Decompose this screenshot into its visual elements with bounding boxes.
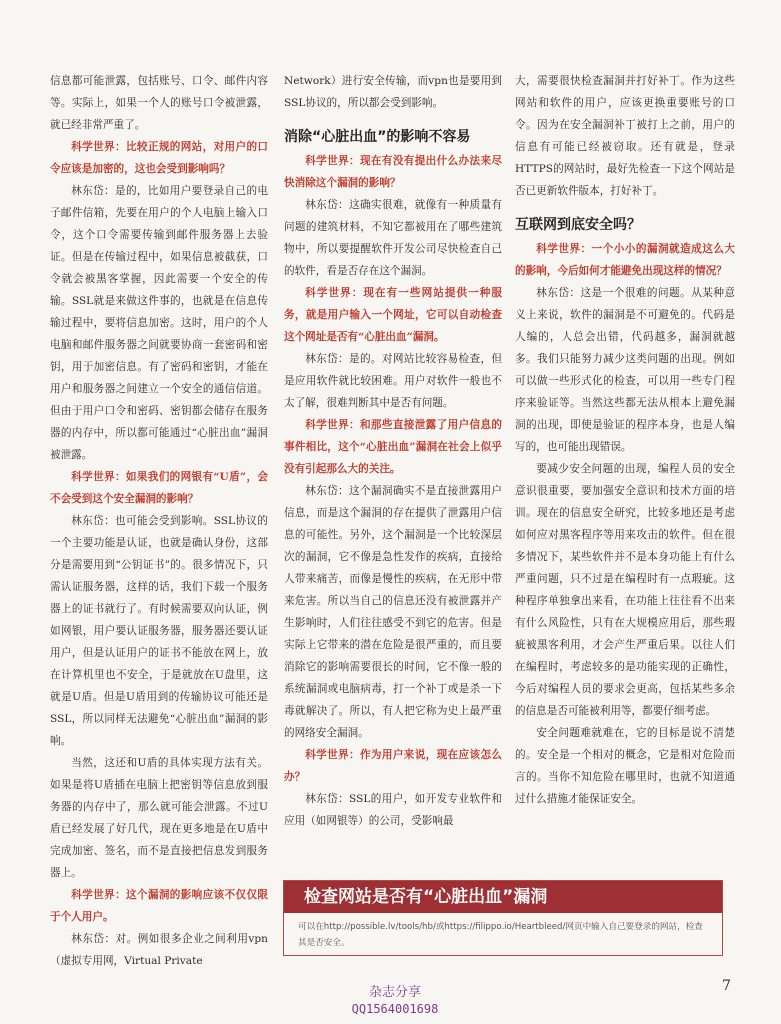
question: 科学世界：如果我们的网银有“U盾”，会不会受到这个安全漏洞的影响？ [50,471,268,505]
paragraph: 林东岱：对。例如很多企业之间利用vpn（虚拟专用网，Virtual Private [50,933,268,967]
question: 科学世界：作为用户来说，现在应该怎么办？ [284,749,502,783]
paragraph: 要减少安全问题的出现，编程人员的安全意识很重要，要加强安全意识和技术方面的培训。现在的信息安全研究，比较多地还是考虑如何应对黑客程序等用来攻击的软件。但在很多情况下，某些软件并不是本身功能上有什么严重问题，只不过是在编程时有一点瑕疵。这种程序单独拿出来看，在功能上往往看不出来有什么风险性，只有在大规模应用后，那些瑕疵被黑客利用，才会产生严重后果。以往人们在编程时，考虑较多的是功能实现的正确性，今后对编程人员的要求会更高，包括某些多余的信息是否可能被利用等，都要仔细考虑。 [515,463,735,717]
column-3 [515,70,735,810]
paragraph: 安全问题难就难在，它的目标是说不清楚的。安全是一个相对的概念，它是相对危险而言的。当你不知危险在哪里时，也就不知道通过什么措施才能保证安全。 [515,727,735,805]
paragraph: 大，需要很快检查漏洞并打好补丁。作为这些网站和软件的用户，应该更换重要账号的口令。因为在安全漏洞补丁被打上之前，用户的信息有可能已经被窃取。还有就是，登录HTTPS的网站时，最好先检查一下这个网站是否已更新软件版本，打好补丁。 [515,75,735,197]
paragraph: 林东岱：这是一个很难的问题。从某种意义上来说，软件的漏洞是不可避免的。代码是人编的，人总会出错，代码越多，漏洞就越多。我们只能努力减少这类问题的出现。例如可以做一些形式化的检查，可以用一些专门程序来验证等。当然这些都无法从根本上避免漏洞的出现，即使是验证的程序本身，也是人编写的，也可能出现错误。 [515,287,735,453]
paragraph: Network）进行安全传输，而vpn也是要用到SSL协议的，所以都会受到影响。 [284,75,502,109]
question: 科学世界：现在有没有提出什么办法来尽快消除这个漏洞的影响？ [284,155,502,189]
stamp-qq: QQ1564001698 [351,1002,439,1016]
paragraph: 当然，这还和U盾的具体实现方法有关。如果是将U盾插在电脑上把密钥等信息放到服务器的内存中了，那么就可能会泄露。不过U盾已经发展了好几代，现在更多地是在U盾中完成加密、签名，而不是直接把信息发到服务器上。 [50,757,268,879]
question: 科学世界：比较正规的网站，对用户的口令应该是加密的，这也会受到影响吗？ [50,141,268,175]
sidebar-box [283,880,723,956]
paragraph: 林东岱：也可能会受到影响。SSL协议的一个主要功能是认证，也就是确认身份，这部分是需要用到“公钥证书”的。很多情况下，只需认证服务器，这样的话，我们下载一个服务器上的证书就行了。有时候需要双向认证，例如网银，用户要认证服务器，服务器还要认证用户，但是认证用户的证书不能放在网上，放在计算机里也不安全，于是就放在U盘里，这就是U盾。但是U盾用到的传输协议可能还是SSL，所以同样无法避免“心脏出血”漏洞的影响。 [50,515,268,747]
paragraph: 林东岱：是的。对网站比较容易检查，但是应用软件就比较困难。用户对软件一般也不太了解，很难判断其中是否有问题。 [284,353,502,409]
stamp-label: 杂志分享 [368,985,421,1000]
question: 科学世界：这个漏洞的影响应该不仅仅限于个人用户。 [50,889,268,923]
box-title: 检查网站是否有“心脏出血”漏洞 [284,881,722,913]
page-number: 7 [722,978,731,994]
section-heading: 互联网到底安全吗？ [515,217,641,233]
column-1 [50,70,268,972]
paragraph: 林东岱：是的，比如用户要登录自己的电子邮件信箱，先要在用户的个人电脑上输入口令，这个口令需要传输到邮件服务器上去验证。但是在传输过程中，如果信息被截获，口令就会被黑客掌握，因此需要一个安全的传输。SSL就是来做这件事的，也就是在信息传输过程中，要将信息加密。这时，用户的个人电脑和邮件服务器之间就要协商一套密码和密钥，用于加密信息。有了密码和密钥，才能在用户和服务器之间建立一个安全的通信信道。但由于用户口令和密码、密钥都会储存在服务器的内存中，所以都可能通过“心脏出血”漏洞被泄露。 [50,185,268,461]
question: 科学世界：和那些直接泄露了用户信息的事件相比，这个“心脏出血”漏洞在社会上似乎没有引起那么大的关注。 [284,419,502,475]
paragraph: 林东岱：这个漏洞确实不是直接泄露用户信息，而是这个漏洞的存在提供了泄露用户信息的可能性。另外，这个漏洞是一个比较深层次的漏洞，它不像是急性发作的疾病，直接给人带来痛苦，而像是慢性的疾病，在无形中带来危害。所以当自己的信息还没有被泄露并产生影响时，人们往往感受不到它的危害。但是实际上它带来的潜在危险是很严重的，而且要消除它的影响需要很长的时间，它不像一般的系统漏洞或电脑病毒，打一个补丁或是杀一下毒就解决了。所以，有人把它称为史上最严重的网络安全漏洞。 [284,485,502,739]
paragraph: 信息都可能泄露，包括账号、口令、邮件内容等。实际上，如果一个人的账号口令被泄露，就已经非常严重了。 [50,75,268,131]
paragraph: 林东岱：这确实很难，就像有一种质量有问题的建筑材料，不知它都被用在了哪些建筑物中，所以要提醒软件开发公司尽快检查自己的软件，看是否存在这个漏洞。 [284,199,502,277]
question: 科学世界：现在有一些网站提供一种服务，就是用户输入一个网址，它可以自动检查这个网址是否有“心脏出血”漏洞。 [284,287,502,343]
share-stamp [335,985,455,1017]
column-2 [284,70,502,832]
section-heading: 消除“心脏出血”的影响不容易 [284,129,471,145]
question: 科学世界：一个小小的漏洞就造成这么大的影响，今后如何才能避免出现这样的情况？ [515,243,735,277]
box-text: 可以在http://possible.lv/tools/hb/或https://filippo.io/Heartbleed/网页中输入自己要登录的网站，检查其是否安全。 [298,922,703,948]
paragraph: 林东岱：SSL的用户，如开发专业软件和应用（如网银等）的公司，受影响最 [284,793,502,827]
